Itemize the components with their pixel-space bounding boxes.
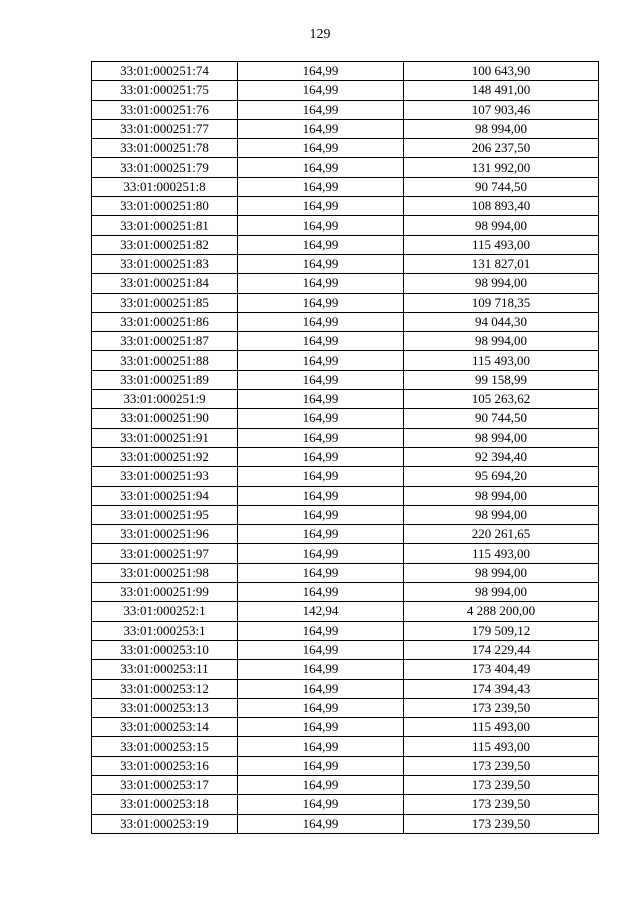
- cadastral-number-cell: 33:01:000251:84: [92, 274, 238, 293]
- rate-cell: 164,99: [238, 660, 404, 679]
- table-row: [92, 640, 599, 659]
- cadastral-number-cell: 33:01:000251:9: [92, 390, 238, 409]
- cadastral-number-cell: 33:01:000251:8: [92, 177, 238, 196]
- cadastral-number-cell: 33:01:000251:93: [92, 467, 238, 486]
- value-cell: 107 903,46: [404, 100, 599, 119]
- rate-cell: 164,99: [238, 718, 404, 737]
- value-cell: 98 994,00: [404, 274, 599, 293]
- rate-cell: 164,99: [238, 332, 404, 351]
- rate-cell: 164,99: [238, 640, 404, 659]
- value-cell: 173 239,50: [404, 775, 599, 794]
- table-row: [92, 737, 599, 756]
- table-row: [92, 544, 599, 563]
- cadastral-number-cell: 33:01:000253:12: [92, 679, 238, 698]
- value-cell: 99 158,99: [404, 370, 599, 389]
- table-row: [92, 81, 599, 100]
- rate-cell: 164,99: [238, 795, 404, 814]
- rate-cell: 164,99: [238, 139, 404, 158]
- table-row: [92, 467, 599, 486]
- value-cell: 173 239,50: [404, 795, 599, 814]
- table-row: [92, 119, 599, 138]
- rate-cell: 142,94: [238, 602, 404, 621]
- table-row: [92, 293, 599, 312]
- value-cell: 173 239,50: [404, 756, 599, 775]
- table-row: [92, 254, 599, 273]
- rate-cell: 164,99: [238, 486, 404, 505]
- value-cell: 174 229,44: [404, 640, 599, 659]
- rate-cell: 164,99: [238, 293, 404, 312]
- value-cell: 90 744,50: [404, 409, 599, 428]
- cadastral-number-cell: 33:01:000251:81: [92, 216, 238, 235]
- table-row: [92, 718, 599, 737]
- cadastral-number-cell: 33:01:000253:13: [92, 698, 238, 717]
- table-row: [92, 62, 599, 81]
- table-row: [92, 583, 599, 602]
- page-number: 129: [309, 27, 331, 42]
- value-cell: 98 994,00: [404, 332, 599, 351]
- rate-cell: 164,99: [238, 81, 404, 100]
- table-row: [92, 814, 599, 833]
- table-row: [92, 390, 599, 409]
- value-cell: 179 509,12: [404, 621, 599, 640]
- rate-cell: 164,99: [238, 756, 404, 775]
- table-row: [92, 100, 599, 119]
- cadastral-number-cell: 33:01:000251:97: [92, 544, 238, 563]
- cadastral-number-cell: 33:01:000253:18: [92, 795, 238, 814]
- table-row: [92, 158, 599, 177]
- value-cell: 115 493,00: [404, 737, 599, 756]
- cadastral-number-cell: 33:01:000253:1: [92, 621, 238, 640]
- cadastral-number-cell: 33:01:000251:89: [92, 370, 238, 389]
- rate-cell: 164,99: [238, 100, 404, 119]
- rate-cell: 164,99: [238, 563, 404, 582]
- table-row: [92, 505, 599, 524]
- cadastral-number-cell: 33:01:000251:94: [92, 486, 238, 505]
- cadastral-number-cell: 33:01:000253:16: [92, 756, 238, 775]
- value-cell: 98 994,00: [404, 119, 599, 138]
- cadastral-number-cell: 33:01:000251:90: [92, 409, 238, 428]
- rate-cell: 164,99: [238, 505, 404, 524]
- rate-cell: 164,99: [238, 235, 404, 254]
- cadastral-number-cell: 33:01:000251:91: [92, 428, 238, 447]
- value-cell: 95 694,20: [404, 467, 599, 486]
- value-cell: 100 643,90: [404, 62, 599, 81]
- value-cell: 98 994,00: [404, 583, 599, 602]
- table-row: [92, 698, 599, 717]
- cadastral-number-cell: 33:01:000251:82: [92, 235, 238, 254]
- cadastral-number-cell: 33:01:000251:77: [92, 119, 238, 138]
- table-row: [92, 486, 599, 505]
- value-cell: 206 237,50: [404, 139, 599, 158]
- cadastral-number-cell: 33:01:000251:86: [92, 312, 238, 331]
- table-row: [92, 235, 599, 254]
- table-row: [92, 197, 599, 216]
- rate-cell: 164,99: [238, 775, 404, 794]
- table-row: [92, 775, 599, 794]
- cadastral-number-cell: 33:01:000251:99: [92, 583, 238, 602]
- rate-cell: 164,99: [238, 428, 404, 447]
- value-cell: 115 493,00: [404, 235, 599, 254]
- rate-cell: 164,99: [238, 679, 404, 698]
- value-cell: 115 493,00: [404, 718, 599, 737]
- table-row: [92, 351, 599, 370]
- value-cell: 90 744,50: [404, 177, 599, 196]
- table-row: [92, 370, 599, 389]
- table-row: [92, 679, 599, 698]
- rate-cell: 164,99: [238, 216, 404, 235]
- value-cell: 105 263,62: [404, 390, 599, 409]
- cadastral-number-cell: 33:01:000251:80: [92, 197, 238, 216]
- cadastral-number-cell: 33:01:000252:1: [92, 602, 238, 621]
- value-cell: 173 239,50: [404, 814, 599, 833]
- cadastral-number-cell: 33:01:000251:76: [92, 100, 238, 119]
- rate-cell: 164,99: [238, 119, 404, 138]
- table-row: [92, 795, 599, 814]
- value-cell: 115 493,00: [404, 544, 599, 563]
- rate-cell: 164,99: [238, 390, 404, 409]
- rate-cell: 164,99: [238, 525, 404, 544]
- rate-cell: 164,99: [238, 177, 404, 196]
- cadastral-number-cell: 33:01:000251:85: [92, 293, 238, 312]
- value-cell: 98 994,00: [404, 428, 599, 447]
- rate-cell: 164,99: [238, 814, 404, 833]
- rate-cell: 164,99: [238, 62, 404, 81]
- cadastral-table: [91, 61, 599, 834]
- rate-cell: 164,99: [238, 158, 404, 177]
- rate-cell: 164,99: [238, 467, 404, 486]
- table-row: [92, 409, 599, 428]
- table-row: [92, 525, 599, 544]
- table-row: [92, 756, 599, 775]
- table-row: [92, 428, 599, 447]
- rate-cell: 164,99: [238, 274, 404, 293]
- rate-cell: 164,99: [238, 698, 404, 717]
- rate-cell: 164,99: [238, 197, 404, 216]
- cadastral-number-cell: 33:01:000253:19: [92, 814, 238, 833]
- cadastral-number-cell: 33:01:000253:10: [92, 640, 238, 659]
- cadastral-number-cell: 33:01:000251:79: [92, 158, 238, 177]
- rate-cell: 164,99: [238, 447, 404, 466]
- table-row: [92, 274, 599, 293]
- table-row: [92, 621, 599, 640]
- value-cell: 173 404,49: [404, 660, 599, 679]
- table-row: [92, 602, 599, 621]
- value-cell: 98 994,00: [404, 563, 599, 582]
- value-cell: 109 718,35: [404, 293, 599, 312]
- cadastral-number-cell: 33:01:000251:74: [92, 62, 238, 81]
- value-cell: 108 893,40: [404, 197, 599, 216]
- table-row: [92, 563, 599, 582]
- value-cell: 131 827,01: [404, 254, 599, 273]
- table-row: [92, 177, 599, 196]
- rate-cell: 164,99: [238, 351, 404, 370]
- table-row: [92, 139, 599, 158]
- cadastral-number-cell: 33:01:000251:75: [92, 81, 238, 100]
- cadastral-number-cell: 33:01:000251:88: [92, 351, 238, 370]
- rate-cell: 164,99: [238, 621, 404, 640]
- cadastral-number-cell: 33:01:000251:98: [92, 563, 238, 582]
- cadastral-number-cell: 33:01:000253:11: [92, 660, 238, 679]
- value-cell: 131 992,00: [404, 158, 599, 177]
- value-cell: 220 261,65: [404, 525, 599, 544]
- table-row: [92, 660, 599, 679]
- table-row: [92, 447, 599, 466]
- value-cell: 94 044,30: [404, 312, 599, 331]
- value-cell: 174 394,43: [404, 679, 599, 698]
- value-cell: 173 239,50: [404, 698, 599, 717]
- cadastral-number-cell: 33:01:000251:78: [92, 139, 238, 158]
- table-body: [92, 62, 599, 834]
- value-cell: 148 491,00: [404, 81, 599, 100]
- table-row: [92, 312, 599, 331]
- value-cell: 98 994,00: [404, 505, 599, 524]
- value-cell: 98 994,00: [404, 216, 599, 235]
- cadastral-number-cell: 33:01:000251:96: [92, 525, 238, 544]
- value-cell: 98 994,00: [404, 486, 599, 505]
- rate-cell: 164,99: [238, 370, 404, 389]
- rate-cell: 164,99: [238, 312, 404, 331]
- cadastral-number-cell: 33:01:000253:17: [92, 775, 238, 794]
- table-row: [92, 216, 599, 235]
- value-cell: 92 394,40: [404, 447, 599, 466]
- cadastral-number-cell: 33:01:000251:87: [92, 332, 238, 351]
- cadastral-number-cell: 33:01:000253:15: [92, 737, 238, 756]
- cadastral-number-cell: 33:01:000253:14: [92, 718, 238, 737]
- rate-cell: 164,99: [238, 544, 404, 563]
- rate-cell: 164,99: [238, 583, 404, 602]
- cadastral-number-cell: 33:01:000251:95: [92, 505, 238, 524]
- rate-cell: 164,99: [238, 409, 404, 428]
- rate-cell: 164,99: [238, 737, 404, 756]
- cadastral-number-cell: 33:01:000251:83: [92, 254, 238, 273]
- value-cell: 115 493,00: [404, 351, 599, 370]
- rate-cell: 164,99: [238, 254, 404, 273]
- table-row: [92, 332, 599, 351]
- value-cell: 4 288 200,00: [404, 602, 599, 621]
- cadastral-number-cell: 33:01:000251:92: [92, 447, 238, 466]
